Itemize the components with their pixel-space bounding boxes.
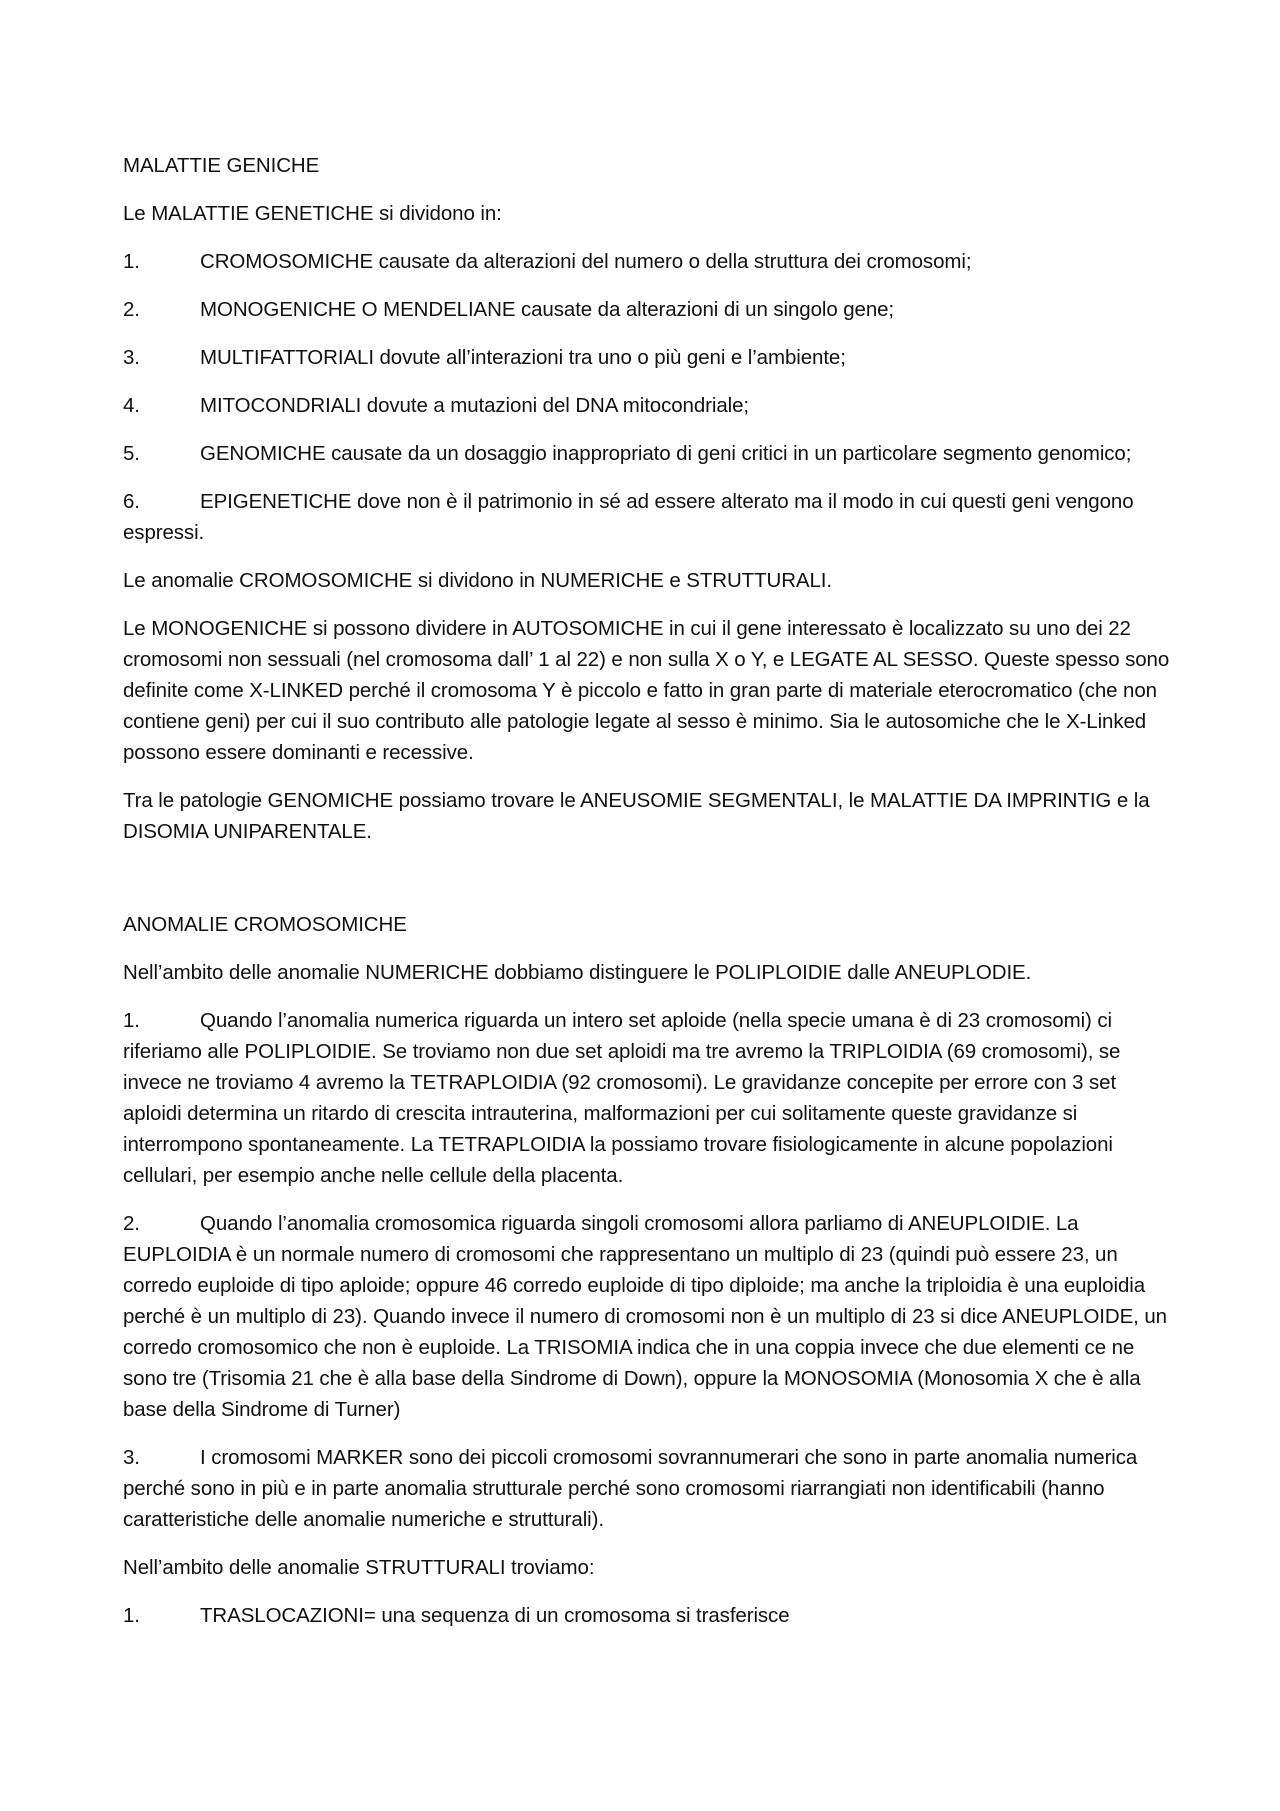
list-number: 1. (123, 1009, 140, 1032)
list-text: I cromosomi MARKER sono dei piccoli cromosomi sovrannumerari che sono in parte anomalia numerica perché sono in più e in parte anomalia strutturale perché sono cromosomi riarrangiati non identificabili (hanno caratteristiche delle anomalie numeriche e strutturali). (123, 1446, 1138, 1531)
list-text: CROMOSOMICHE causate da alterazioni del numero o della struttura dei cromosomi; (200, 250, 972, 273)
list-number: 1. (123, 1604, 140, 1627)
list-item (123, 390, 1173, 421)
list-text: MULTIFATTORIALI dovute all’interazioni tra uno o più geni e l’ambiente; (200, 346, 846, 369)
list-number: 1. (123, 250, 140, 273)
paragraph: Le MONOGENICHE si possono dividere in AUTOSOMICHE in cui il gene interessato è localizzato su uno dei 22 cromosomi non sessuali (nel cromosoma dall’ 1 al 22) e non sulla X o Y, e LEGATE AL SESSO. Queste spesso sono definite come X-LINKED perché il cromosoma Y è piccolo e fatto in gran parte di materiale eterocromatico (che non contiene geni) per cui il suo contributo alle patologie legate al sesso è minimo. Sia le autosomiche che le X-Linked possono essere dominanti e recessive. (123, 617, 1170, 764)
paragraph: Tra le patologie GENOMICHE possiamo trovare le ANEUSOMIE SEGMENTALI, le MALATTIE DA IMPRINTIG e la DISOMIA UNIPARENTALE. (123, 789, 1150, 843)
list-item (123, 294, 1173, 325)
list-item (123, 342, 1173, 373)
list-text: EPIGENETICHE dove non è il patrimonio in sé ad essere alterato ma il modo in cui questi geni vengono espressi. (123, 490, 1134, 544)
list-item (123, 1208, 1173, 1425)
section-spacer (123, 864, 1173, 909)
list-item (123, 438, 1173, 469)
list-text: MONOGENICHE O MENDELIANE causate da alterazioni di un singolo gene; (200, 298, 895, 321)
paragraph: Le anomalie CROMOSOMICHE si dividono in NUMERICHE e STRUTTURALI. (123, 569, 832, 592)
list-item (123, 246, 1173, 277)
list-number: 2. (123, 1212, 140, 1235)
list-text: MITOCONDRIALI dovute a mutazioni del DNA mitocondriale; (200, 394, 749, 417)
list-number: 4. (123, 394, 140, 417)
paragraph: Nell’ambito delle anomalie STRUTTURALI troviamo: (123, 1556, 595, 1579)
list-text: TRASLOCAZIONI= una sequenza di un cromosoma si trasferisce (200, 1604, 790, 1627)
list-text: Quando l’anomalia cromosomica riguarda singoli cromosomi allora parliamo di ANEUPLOIDIE. La EUPLOIDIA è un normale numero di cromosomi che rappresentano un multiplo di 23 (quindi può essere 23, un corredo euploide di tipo aploide; oppure 46 corredo euploide di tipo diploide; ma anche la triploidia è una euploidia perché è un multiplo di 23). Quando invece il numero di cromosomi non è un multiplo di 23 si dice ANEUPLOIDE, un corredo cromosomico che non è euploide. La TRISOMIA indica che in una coppia invece che due elementi ce ne sono tre (Trisomia 21 che è alla base della Sindrome di Down), oppure la MONOSOMIA (Monosomia X che è alla base della Sindrome di Turner) (123, 1212, 1167, 1421)
list-item (123, 1442, 1173, 1535)
list-number: 3. (123, 1446, 140, 1469)
list-number: 3. (123, 346, 140, 369)
section-title: MALATTIE GENICHE (123, 154, 320, 177)
list-number: 2. (123, 298, 140, 321)
list-text: Quando l’anomalia numerica riguarda un intero set aploide (nella specie umana è di 23 cromosomi) ci riferiamo alle POLIPLOIDIE. Se troviamo non due set aploidi ma tre avremo la TRIPLOIDIA (69 cromosomi), se invece ne troviamo 4 avremo la TETRAPLOIDIA (92 cromosomi). Le gravidanze concepite per errore con 3 set aploidi determina un ritardo di crescita intrauterina, malformazioni per cui solitamente queste gravidanze si interrompono spontaneamente. La TETRAPLOIDIA la possiamo trovare fisiologicamente in alcune popolazioni cellulari, per esempio anche nelle cellule della placenta. (123, 1009, 1121, 1187)
list-number: 5. (123, 442, 140, 465)
paragraph: Le MALATTIE GENETICHE si dividono in: (123, 202, 502, 225)
list-text: GENOMICHE causate da un dosaggio inappropriato di geni critici in un particolare segmento genomico; (200, 442, 1132, 465)
paragraph: Nell’ambito delle anomalie NUMERICHE dobbiamo distinguere le POLIPLOIDIE dalle ANEUPLODIE. (123, 961, 1032, 984)
list-item (123, 1600, 1173, 1631)
section-title: ANOMALIE CROMOSOMICHE (123, 913, 407, 936)
list-item (123, 486, 1173, 548)
list-item (123, 1005, 1173, 1191)
document-page (123, 150, 1173, 1648)
list-number: 6. (123, 490, 140, 513)
